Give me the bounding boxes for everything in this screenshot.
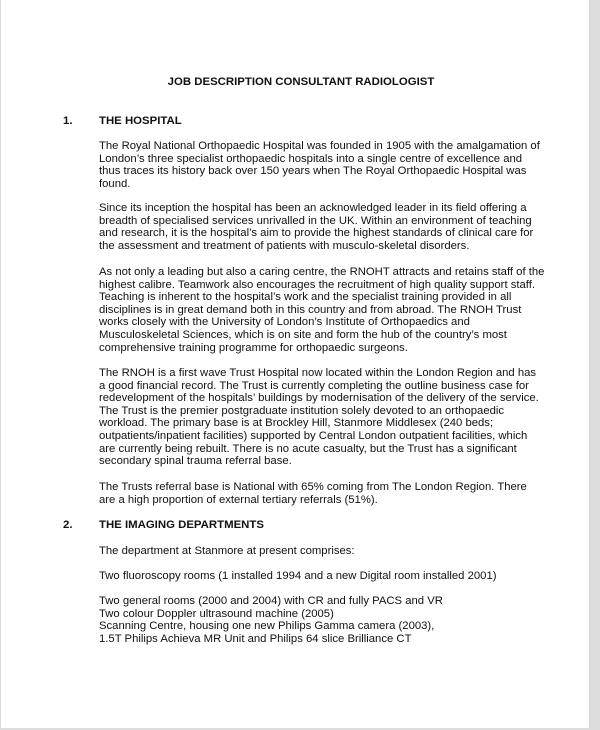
text-line: and research, it is the hospital’s aim to provide the highest standards of clinical care for xyxy=(99,227,534,240)
list-item: Scanning Centre, housing one new Philips Gamma camera (2003), xyxy=(99,620,435,633)
list-item: Two colour Doppler ultrasound machine (2005) xyxy=(99,607,334,620)
text-line: comprehensive training programme for orthopaedic surgeons. xyxy=(99,341,408,354)
section-number: 1. xyxy=(63,115,73,127)
text-line: Musculoskeletal Sciences, which is on site and form the hub of the country’s most xyxy=(99,328,507,341)
text-line: Since its inception the hospital has been an acknowledged leader in its field offering a xyxy=(99,202,527,214)
text-line: workload. The primary base is at Brockley Hill, Stanmore Middlesex (240 beds; xyxy=(99,417,494,430)
text-line: thus traces its history back over 150 years when The Royal Orthopaedic Hospital was xyxy=(99,165,527,178)
text-line: The Trust is the premier postgraduate institution solely devoted to an orthopaedic xyxy=(99,404,505,417)
paragraph xyxy=(99,570,497,583)
document-page xyxy=(1,0,589,728)
text-line: secondary spinal trauma referral base. xyxy=(99,455,292,468)
paragraph xyxy=(99,202,533,252)
paragraph xyxy=(99,545,355,558)
text-line: are a high proportion of external tertiary referrals (51%). xyxy=(99,493,378,506)
paragraph xyxy=(99,140,540,190)
text-line: redevelopment of the hospitals’ buildings by modernisation of the delivery of the service. xyxy=(99,392,539,405)
text-line: The Royal National Orthopaedic Hospital was founded in 1905 with the amalgamation of xyxy=(99,140,540,152)
text-line: disciplines is in great demand both in this country and from abroad. The RNOH Trust xyxy=(99,303,522,316)
text-line: The RNOH is a first wave Trust Hospital now located within the London Region and has xyxy=(99,367,537,379)
list-item: Two general rooms (2000 and 2004) with CR and fully PACS and VR xyxy=(99,595,443,607)
text-line: outpatients/inpatient facilities) supported by Central London outpatient facilities, which xyxy=(99,429,528,442)
equipment-list xyxy=(99,595,443,645)
text-line: highest calibre. Teamwork also encourages the recruitment of high quality support staff. xyxy=(99,278,536,291)
list-item: 1.5T Philips Achieva MR Unit and Philips 64 slice Brilliance CT xyxy=(99,632,412,645)
text-line: breadth of specialised services unrivalled in the UK. Within an environment of teaching xyxy=(99,214,532,227)
paragraph xyxy=(99,367,539,468)
document-title: JOB DESCRIPTION CONSULTANT RADIOLOGIST xyxy=(167,76,435,88)
paragraph xyxy=(99,481,527,506)
text-line: The department at Stanmore at present comprises: xyxy=(99,545,355,557)
text-line: Two fluoroscopy rooms (1 installed 1994 and a new Digital room installed 2001) xyxy=(99,570,497,582)
text-line: London’s three specialist orthopaedic hospitals into a single centre of excellence and xyxy=(99,152,523,165)
section-title: THE IMAGING DEPARTMENTS xyxy=(99,519,264,531)
text-line: works closely with the University of London’s Institute of Orthopaedics and xyxy=(99,316,470,329)
text-line: As not only a leading but also a caring centre, the RNOHT attracts and retains staff of the xyxy=(99,266,545,278)
section-title: THE HOSPITAL xyxy=(99,115,182,127)
text-line: The Trusts referral base is National with 65% coming from The London Region. There xyxy=(99,481,527,493)
section-number: 2. xyxy=(63,519,73,531)
text-line: the assessment and treatment of patients with musculo-skeletal disorders. xyxy=(99,239,470,252)
text-line: are currently being rebuilt. There is no acute casualty, but the Trust has a significant xyxy=(99,442,517,455)
paragraph xyxy=(99,266,544,354)
text-line: found. xyxy=(99,177,131,190)
text-line: Teaching is inherent to the hospital’s work and the specialist training provided in all xyxy=(99,291,512,304)
text-line: a good financial record. The Trust is currently completing the outline business case for xyxy=(99,379,529,392)
